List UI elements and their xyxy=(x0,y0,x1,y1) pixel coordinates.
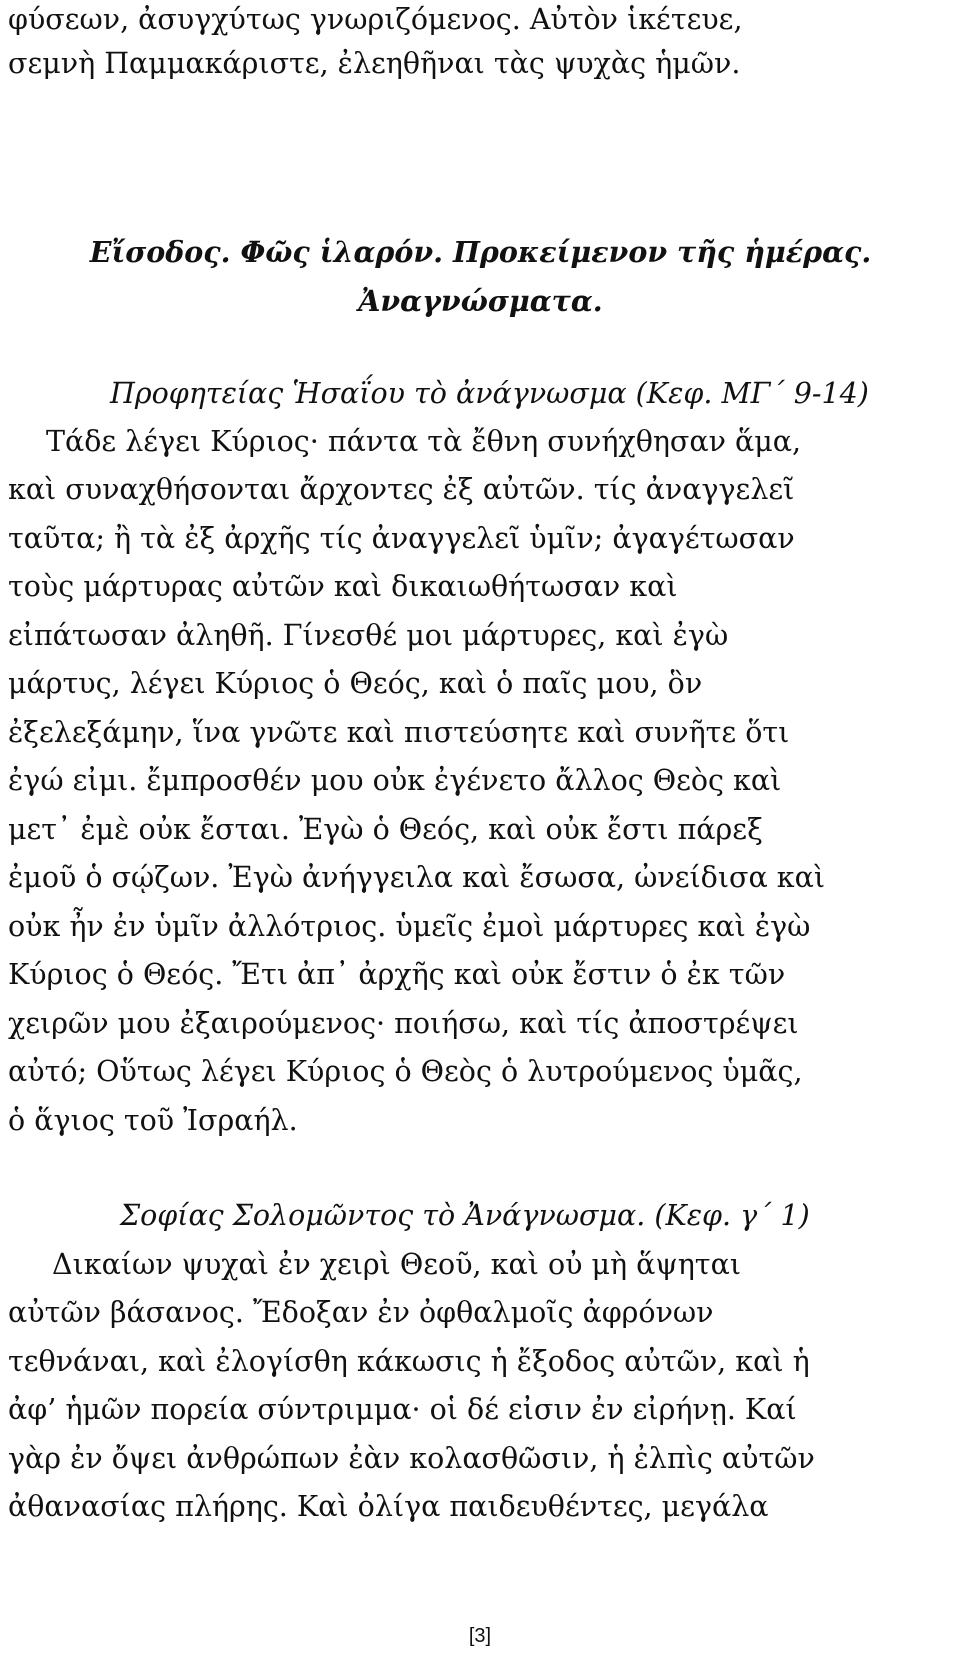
text-line: ἐγώ εἰμι. ἔμπροσθέν μου οὐκ ἐγένετο ἄλλος Θεὸς καὶ xyxy=(8,764,782,797)
text-line: μάρτυς, λέγει Κύριος ὁ Θεός, καὶ ὁ παῖς μου, ὃν xyxy=(8,667,703,700)
page-number: [3] xyxy=(468,1625,492,1647)
text-line: Κύριος ὁ Θεός. Ἔτι ἀπ᾿ ἀρχῆς καὶ οὐκ ἔστιν ὁ ἐκ τῶν xyxy=(8,958,786,991)
text-line: ἐξελεξάμην, ἵνα γνῶτε καὶ πιστεύσητε καὶ συνῆτε ὅτι xyxy=(8,716,790,749)
text-line: εἰπάτωσαν ἀληθῆ. Γίνεσθέ μοι μάρτυρες, καὶ ἐγὼ xyxy=(8,619,729,652)
text-line: ἀθανασίας πλήρης. Καὶ ὀλίγα παιδευθέντες, μεγάλα xyxy=(8,1490,769,1523)
rubric-line: Ἀναγνώσματα. xyxy=(358,284,603,318)
text-line: καὶ συναχθήσονται ἄρχοντες ἐξ αὐτῶν. τίς ἀναγγελεῖ xyxy=(8,473,795,506)
text-line: σεμνὴ Παμμακάριστε, ἐλεηθῆναι τὰς ψυχὰς ἡμῶν. xyxy=(8,47,741,80)
text-line: φύσεων, ἀσυγχύτως γνωριζόμενος. Αὐτὸν ἱκέτευε, xyxy=(8,3,743,36)
text-line: οὐκ ἦν ἐν ὑμῖν ἀλλότριος. ὑμεῖς ἐμοὶ μάρτυρες καὶ ἐγὼ xyxy=(8,910,811,943)
text-line: αὐτῶν βάσανος. Ἔδοξαν ἐν ὀφθαλμοῖς ἀφρόνων xyxy=(8,1296,714,1329)
text-line: Δικαίων ψυχαὶ ἐν χειρὶ Θεοῦ, καὶ οὐ μὴ ἅψηται xyxy=(52,1248,741,1281)
text-line: γὰρ ἐν ὄψει ἀνθρώπων ἐὰν κολασθῶσιν, ἡ ἐλπὶς αὐτῶν xyxy=(8,1442,815,1475)
text-line: τοὺς μάρτυρας αὐτῶν καὶ δικαιωθήτωσαν καὶ xyxy=(8,570,678,603)
text-line: ἀφ’ ἡμῶν πορεία σύντριμμα· οἱ δέ εἰσιν ἐν εἰρήνῃ. Καί xyxy=(8,1393,797,1426)
text-line: χειρῶν μου ἐξαιρούμενος· ποιήσω, καὶ τίς ἀποστρέψει xyxy=(8,1007,799,1040)
reading-heading: Προφητείας Ἡσαΐου τὸ ἀνάγνωσμα (Κεφ. ΜΓ΄ 9-14) xyxy=(110,377,869,410)
text-line: Τάδε λέγει Κύριος· πάντα τὰ ἔθνη συνήχθησαν ἅμα, xyxy=(46,425,802,458)
text-line: ταῦτα; ἢ τὰ ἐξ ἀρχῆς τίς ἀναγγελεῖ ὑμῖν; ἀγαγέτωσαν xyxy=(8,522,795,555)
text-line: τεθνάναι, καὶ ἐλογίσθη κάκωσις ἡ ἔξοδος αὐτῶν, καὶ ἡ xyxy=(8,1345,810,1378)
text-line: ὁ ἅγιος τοῦ Ἰσραήλ. xyxy=(8,1104,298,1137)
reading-heading: Σοφίας Σολομῶντος τὸ Ἀνάγνωσμα. (Κεφ. γ΄ 1) xyxy=(120,1199,810,1232)
rubric-line: Εἴσοδος. Φῶς ἱλαρόν. Προκείμενον τῆς ἡμέρας. xyxy=(89,235,872,269)
text-line: ἐμοῦ ὁ σῴζων. Ἐγὼ ἀνήγγειλα καὶ ἔσωσα, ὠνείδισα καὶ xyxy=(8,861,825,894)
text-line: μετ᾿ ἐμὲ οὐκ ἔσται. Ἐγὼ ὁ Θεός, καὶ οὐκ ἔστι πάρεξ xyxy=(8,813,763,846)
text-line: αὐτό; Οὕτως λέγει Κύριος ὁ Θεὸς ὁ λυτρούμενος ὑμᾶς, xyxy=(8,1055,803,1088)
